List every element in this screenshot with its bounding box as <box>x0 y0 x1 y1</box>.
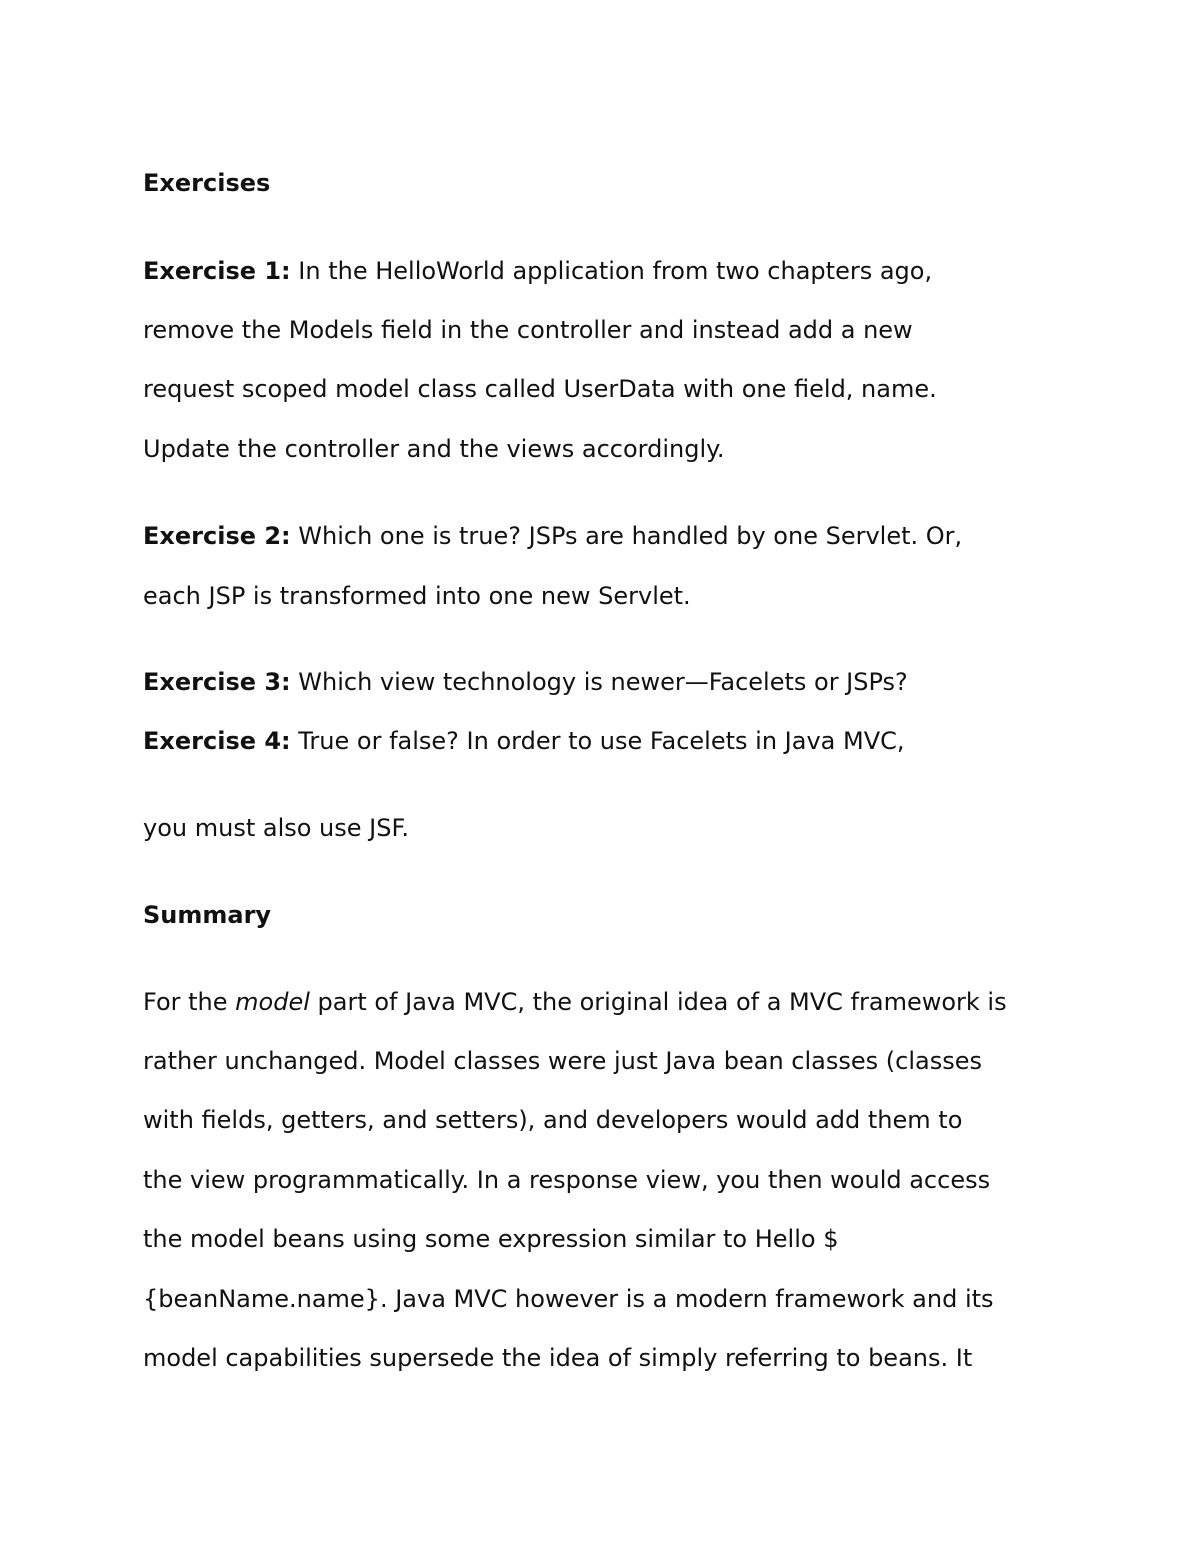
exercise-2-text: Which one is true? JSPs are handled by one Servlet. Or, <box>290 522 963 550</box>
exercise-1-line-2: remove the Models field in the controller and instead add a new <box>143 316 913 344</box>
exercise-2-line-1 <box>143 521 962 551</box>
summary-heading: Summary <box>143 901 272 929</box>
summary-line-5: the model beans using some expression similar to Hello $ <box>143 1225 839 1253</box>
exercise-1-label: Exercise 1: <box>143 257 291 285</box>
exercise-2-line-2: each JSP is transformed into one new Servlet. <box>143 582 691 610</box>
summary-line-1-pre: For the <box>143 988 236 1016</box>
exercise-1-text: In the HelloWorld application from two chapters ago, <box>290 257 933 285</box>
summary-line-2: rather unchanged. Model classes were just Java bean classes (classes <box>143 1047 982 1075</box>
exercise-4-text: True or false? In order to use Facelets in Java MVC, <box>290 727 905 755</box>
exercise-4-line-1 <box>143 726 905 756</box>
exercise-2-label: Exercise 2: <box>143 522 291 550</box>
summary-line-4: the view programmatically. In a response view, you then would access <box>143 1166 991 1194</box>
summary-line-1-post: part of Java MVC, the original idea of a MVC framework is <box>309 988 1007 1016</box>
exercise-4-label: Exercise 4: <box>143 727 291 755</box>
summary-line-3: with fields, getters, and setters), and developers would add them to <box>143 1106 963 1134</box>
summary-line-1 <box>143 987 1007 1017</box>
summary-emphasis-model: model <box>235 988 310 1016</box>
exercise-3-line-1 <box>143 667 908 697</box>
summary-line-6: {beanName.name}. Java MVC however is a modern framework and its <box>143 1285 994 1313</box>
exercise-3-text: Which view technology is newer—Facelets or JSPs? <box>290 668 908 696</box>
exercises-heading: Exercises <box>143 169 271 197</box>
summary-line-7: model capabilities supersede the idea of simply referring to beans. It <box>143 1344 973 1372</box>
exercise-1-line-3: request scoped model class called UserData with one field, name. <box>143 375 937 403</box>
exercise-4-line-2: you must also use JSF. <box>143 814 410 842</box>
exercise-3-label: Exercise 3: <box>143 668 291 696</box>
exercise-1-line-1 <box>143 256 932 286</box>
exercise-1-line-4: Update the controller and the views accordingly. <box>143 435 725 463</box>
